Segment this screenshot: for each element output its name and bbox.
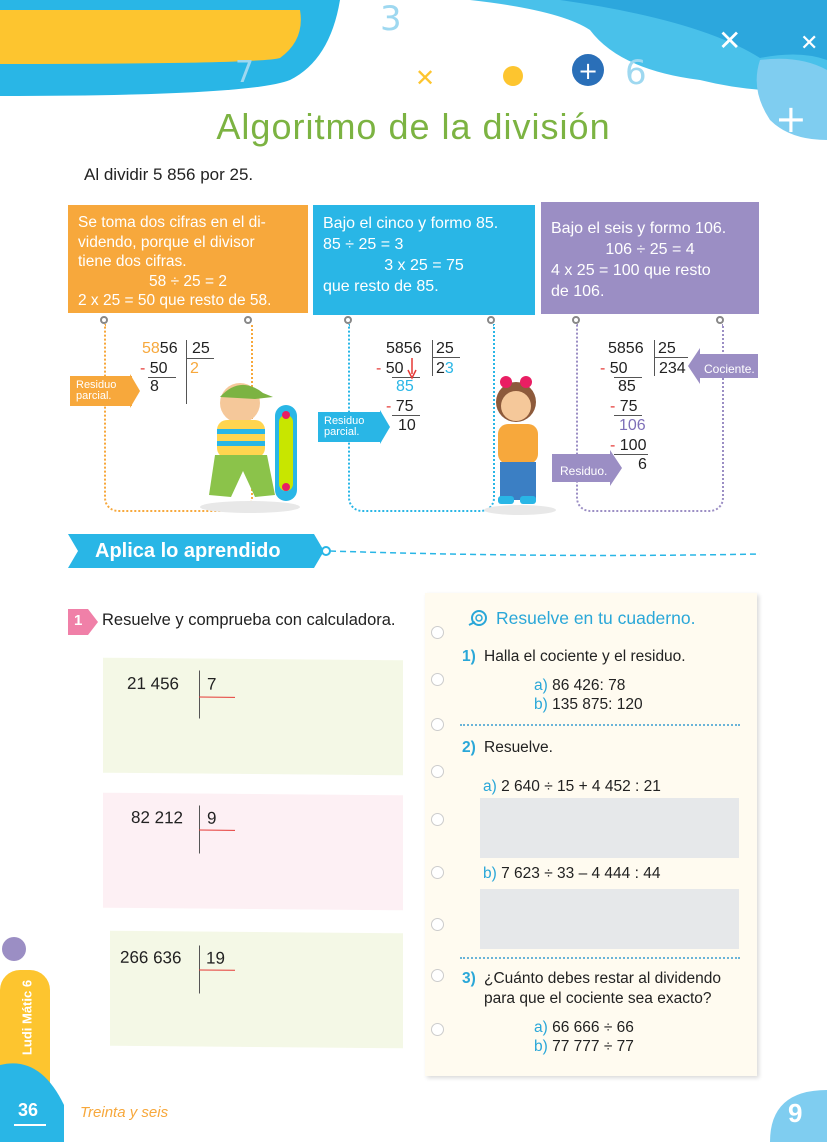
q3-b: 77 777 ÷ 77 <box>552 1038 634 1055</box>
partial-number: 85 <box>618 378 636 395</box>
exercise-1-instruction: Resuelve y comprueba con calculadora. <box>102 611 396 629</box>
q3-b-label: b) <box>534 1038 548 1055</box>
connector-dot <box>100 316 108 324</box>
girl-illustration <box>480 372 560 517</box>
connector-dot <box>716 316 724 324</box>
binder-hole <box>431 718 444 731</box>
svg-text:3: 3 <box>380 0 402 39</box>
binder-hole <box>431 626 444 639</box>
svg-text:+: + <box>468 55 490 85</box>
svg-text:7: 7 <box>235 55 255 90</box>
q3-number: 3) <box>462 970 476 987</box>
step-2-division: 5856 25 - 50 23 85 - 75 10 <box>376 340 454 434</box>
q2-text: Resuelve. <box>484 739 553 756</box>
remainder: 8 <box>150 378 159 395</box>
svg-text:✕: ✕ <box>800 31 819 56</box>
quotient-tag: Cociente. <box>704 362 755 376</box>
divisor: 25 <box>192 340 210 357</box>
exercise-item <box>110 931 403 1049</box>
subtrahend: 50 <box>149 360 168 377</box>
binder-hole <box>431 1023 444 1036</box>
exercise-number-badge <box>68 607 98 637</box>
binder-hole <box>431 673 444 686</box>
subtrahend: 50 <box>385 360 404 377</box>
exercise-number: 1 <box>74 612 83 629</box>
dividend: 266 636 <box>120 947 182 968</box>
q2-a-label: a) <box>483 778 497 795</box>
dividend-highlight: 58 <box>142 340 160 357</box>
q1-b-label: b) <box>534 696 548 713</box>
step-1-line: tiene dos cifras. <box>78 253 187 270</box>
svg-text:✕: ✕ <box>718 24 742 57</box>
remainder-tag: Residuo. <box>560 464 608 478</box>
divisor: 9 <box>207 808 217 828</box>
subtrahend-3: 100 <box>619 437 647 454</box>
subtrahend-2: 75 <box>619 398 638 415</box>
partial-number: 85 <box>396 378 414 395</box>
subtrahend-2: 75 <box>395 398 414 415</box>
svg-text:6: 6 <box>625 53 647 93</box>
step-1-division: 5856 25 - 50 2 8 <box>140 340 210 395</box>
step-3-last2: de 106. <box>551 283 605 300</box>
divisor: 25 <box>436 340 454 357</box>
step-1-line: Se toma dos cifras en el di- <box>78 214 266 231</box>
dividend: 21 456 <box>127 673 179 694</box>
binder-hole <box>431 969 444 982</box>
q1-number: 1) <box>462 648 476 665</box>
divisor: 19 <box>206 948 225 968</box>
step-2-last: que resto de 85. <box>323 278 439 295</box>
q1-a: 86 426: 78 <box>552 677 626 694</box>
svg-text:÷: ÷ <box>363 33 389 68</box>
divider <box>460 724 740 726</box>
binder-hole <box>431 813 444 826</box>
remainder: 6 <box>638 456 647 473</box>
partial-remainder-tag: Residuo parcial. <box>70 376 132 406</box>
q2-number: 2) <box>462 739 476 756</box>
notebook-icon <box>467 609 489 629</box>
page-number-underline <box>14 1124 46 1126</box>
dividend: 5856 <box>608 340 644 357</box>
q3-a: 66 666 ÷ 66 <box>552 1019 634 1036</box>
subtrahend: 50 <box>609 360 628 377</box>
step-1-last: 2 x 25 = 50 que resto de 58. <box>78 292 272 309</box>
q2-b-label: b) <box>483 865 497 882</box>
boy-illustration <box>195 375 305 515</box>
binder-hole <box>431 866 444 879</box>
quotient-2: 3 <box>444 360 454 377</box>
exercise-item <box>103 793 403 911</box>
connector-dot <box>244 316 252 324</box>
step-2-box <box>313 205 535 315</box>
step-1-box <box>68 205 308 313</box>
q1-b: 135 875: 120 <box>552 696 643 713</box>
binder-hole <box>431 765 444 778</box>
step-2-line: 85 ÷ 25 = 3 <box>323 236 404 253</box>
divisor: 7 <box>207 674 217 694</box>
intro-text: Al dividir 5 856 por 25. <box>84 165 254 184</box>
step-1-formula: 58 ÷ 25 = 2 <box>149 272 227 290</box>
q3-text-2: para que el cociente sea exacto? <box>484 990 712 1007</box>
svg-text:+: + <box>578 57 599 85</box>
section-title: Aplica lo aprendido <box>95 540 281 562</box>
quotient: 2 <box>190 360 199 377</box>
divisor: 25 <box>658 340 676 357</box>
partial-number-2: 106 <box>619 417 646 434</box>
notebook-panel <box>425 593 757 1076</box>
step-2-formula: 3 x 25 = 75 <box>384 257 464 274</box>
notebook-header: Resuelve en tu cuaderno. <box>496 608 696 628</box>
step-3-box <box>541 202 759 314</box>
q2-b: 7 623 ÷ 33 – 4 444 : 44 <box>501 865 661 882</box>
step-1-line: videndo, porque el divisor <box>78 233 255 251</box>
tag-arrow <box>380 410 390 444</box>
q1-text: Halla el cociente y el residuo. <box>484 648 686 665</box>
binder-hole <box>431 918 444 931</box>
remainder: 10 <box>398 417 416 434</box>
step-3-formula: 106 ÷ 25 = 4 <box>605 241 695 258</box>
step-3-line: Bajo el seis y formo 106. <box>551 220 727 237</box>
q2-a: 2 640 ÷ 15 + 4 452 : 21 <box>501 778 661 795</box>
page-word: Treinta y seis <box>80 1104 169 1121</box>
answer-area[interactable] <box>480 798 739 858</box>
q3-a-label: a) <box>534 1019 548 1036</box>
page-number: 36 <box>18 1100 39 1120</box>
partial-remainder-tag: Residuo parcial. <box>318 412 380 442</box>
page-title: Algoritmo de la división <box>216 106 611 147</box>
dividend-rest: 56 <box>159 340 178 357</box>
step-3-last: 4 x 25 = 100 que resto <box>551 262 711 279</box>
quotient: 234 <box>659 360 686 377</box>
q3-text-1: ¿Cuánto debes restar al dividendo <box>484 970 721 987</box>
quotient-1: 2 <box>436 360 445 377</box>
answer-area[interactable] <box>480 889 739 949</box>
dividend: 82 212 <box>131 807 183 828</box>
bring-down-arrow <box>408 358 416 380</box>
svg-text:✕: ✕ <box>415 64 436 92</box>
step-3-division: 5856 25 - 50 234 85 - 75 106 - 100 6 <box>600 340 686 473</box>
divider <box>460 957 740 959</box>
dividend: 5856 <box>386 340 422 357</box>
connector-dot <box>572 316 580 324</box>
svg-text:+: + <box>775 97 807 141</box>
step-2-line: Bajo el cinco y formo 85. <box>323 215 499 232</box>
side-brand-label: Ludi Mátic 6 <box>19 979 35 1056</box>
connector-dot <box>344 316 352 324</box>
corner-number: 9 <box>788 1098 803 1128</box>
tag-arrow <box>130 374 140 408</box>
connector-dot <box>487 316 495 324</box>
q1-a-label: a) <box>534 677 548 694</box>
exercise-item <box>103 658 403 776</box>
